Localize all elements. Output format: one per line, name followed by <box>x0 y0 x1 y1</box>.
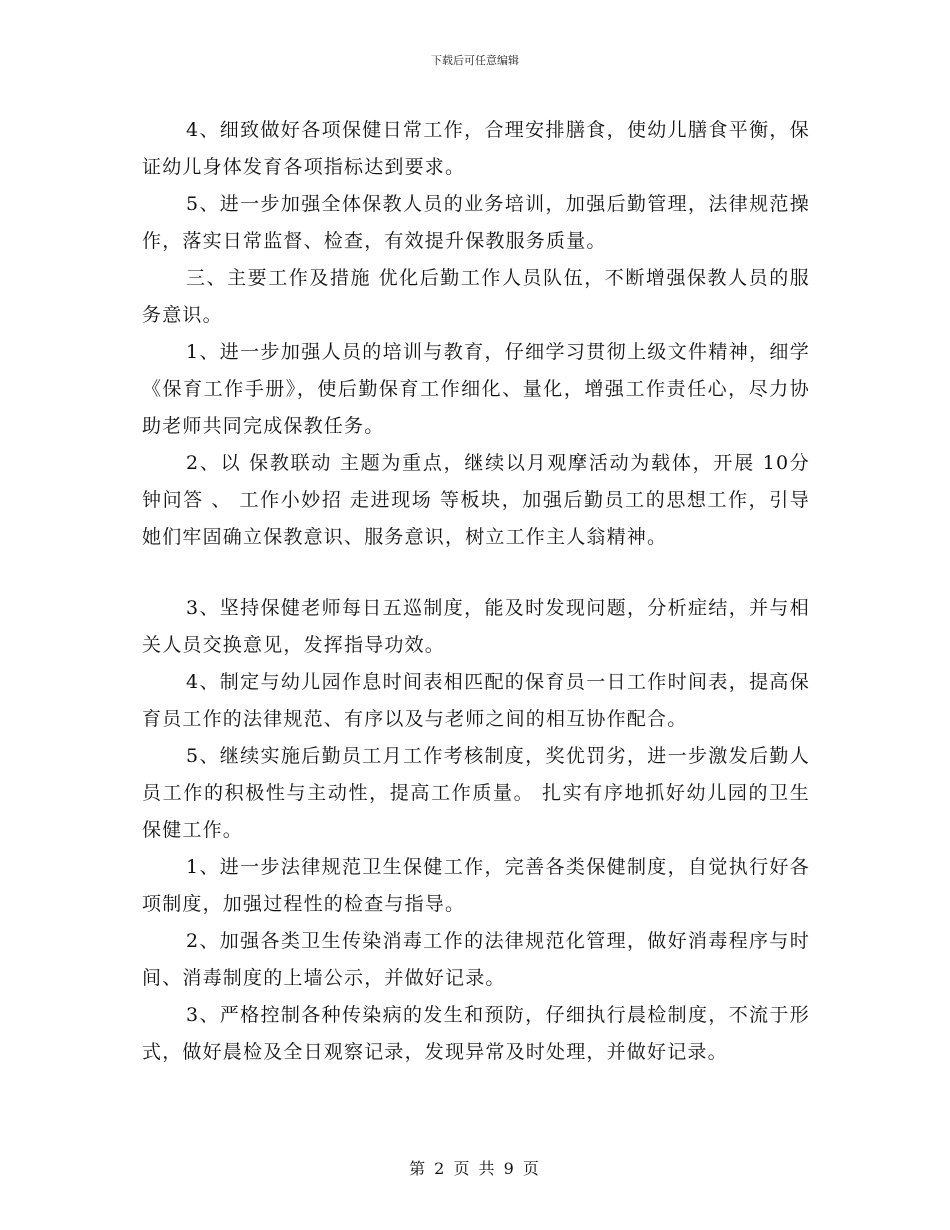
paragraph-item-5-assessment: 5、继续实施后勤员工月工作考核制度，奖优罚劣，进一步激发后勤人员工作的积极性与主动性，提高工作质量。 扎实有序地抓好幼儿园的卫生保健工作。 <box>142 745 810 841</box>
page-number-footer: 第 2 页 共 9 页 <box>409 1159 541 1178</box>
section-heading-main-work: 三、主要工作及措施 优化后勤工作人员队伍，不断增强保教人员的服务意识。 <box>142 267 810 326</box>
paragraph-item-2-disinfection: 2、加强各类卫生传染消毒工作的法律规范化管理，做好消毒程序与时间、消毒制度的上墙公示，并做好记录。 <box>142 930 810 989</box>
document-body <box>142 112 810 1071</box>
paragraph-item-5-training: 5、进一步加强全体保教人员的业务培训，加强后勤管理，法律规范操作，落实日常监督、检查，有效提升保教服务质量。 <box>142 193 810 252</box>
paragraph-item-4-schedule: 4、制定与幼儿园作息时间表相匹配的保育员一日工作时间表，提高保育员工作的法律规范、有序以及与老师之间的相互协作配合。 <box>142 671 810 730</box>
paragraph-item-1-education: 1、进一步加强人员的培训与教育，仔细学习贯彻上级文件精神，细学《保育工作手册》，使后勤保育工作细化、量化，增强工作责任心，尽力协助老师共同完成保教任务。 <box>142 341 810 437</box>
paragraph-item-3-epidemic: 3、严格控制各种传染病的发生和预防，仔细执行晨检制度，不流于形式，做好晨检及全日观察记录，发现异常及时处理，并做好记录。 <box>142 1004 810 1063</box>
paragraph-item-2-linkage: 2、以 保教联动 主题为重点，继续以月观摩活动为载体，开展 10分钟问答 、 工作小妙招 走进现场 等板块，加强后勤员工的思想工作，引导她们牢固确立保教意识、服务意识，树立工作主人翁精神。 <box>142 452 810 548</box>
paragraph-item-4-health: 4、细致做好各项保健日常工作，合理安排膳食，使幼儿膳食平衡，保证幼儿身体发育各项指标达到要求。 <box>142 119 810 178</box>
paragraph-item-3-inspection: 3、坚持保健老师每日五巡制度，能及时发现问题，分析症结，并与相关人员交换意见，发挥指导功效。 <box>142 597 810 656</box>
paragraph-item-1-hygiene: 1、进一步法律规范卫生保健工作，完善各类保健制度，自觉执行好各项制度，加强过程性的检查与指导。 <box>142 856 810 915</box>
page-header: 下载后可任意编辑 <box>431 54 519 67</box>
